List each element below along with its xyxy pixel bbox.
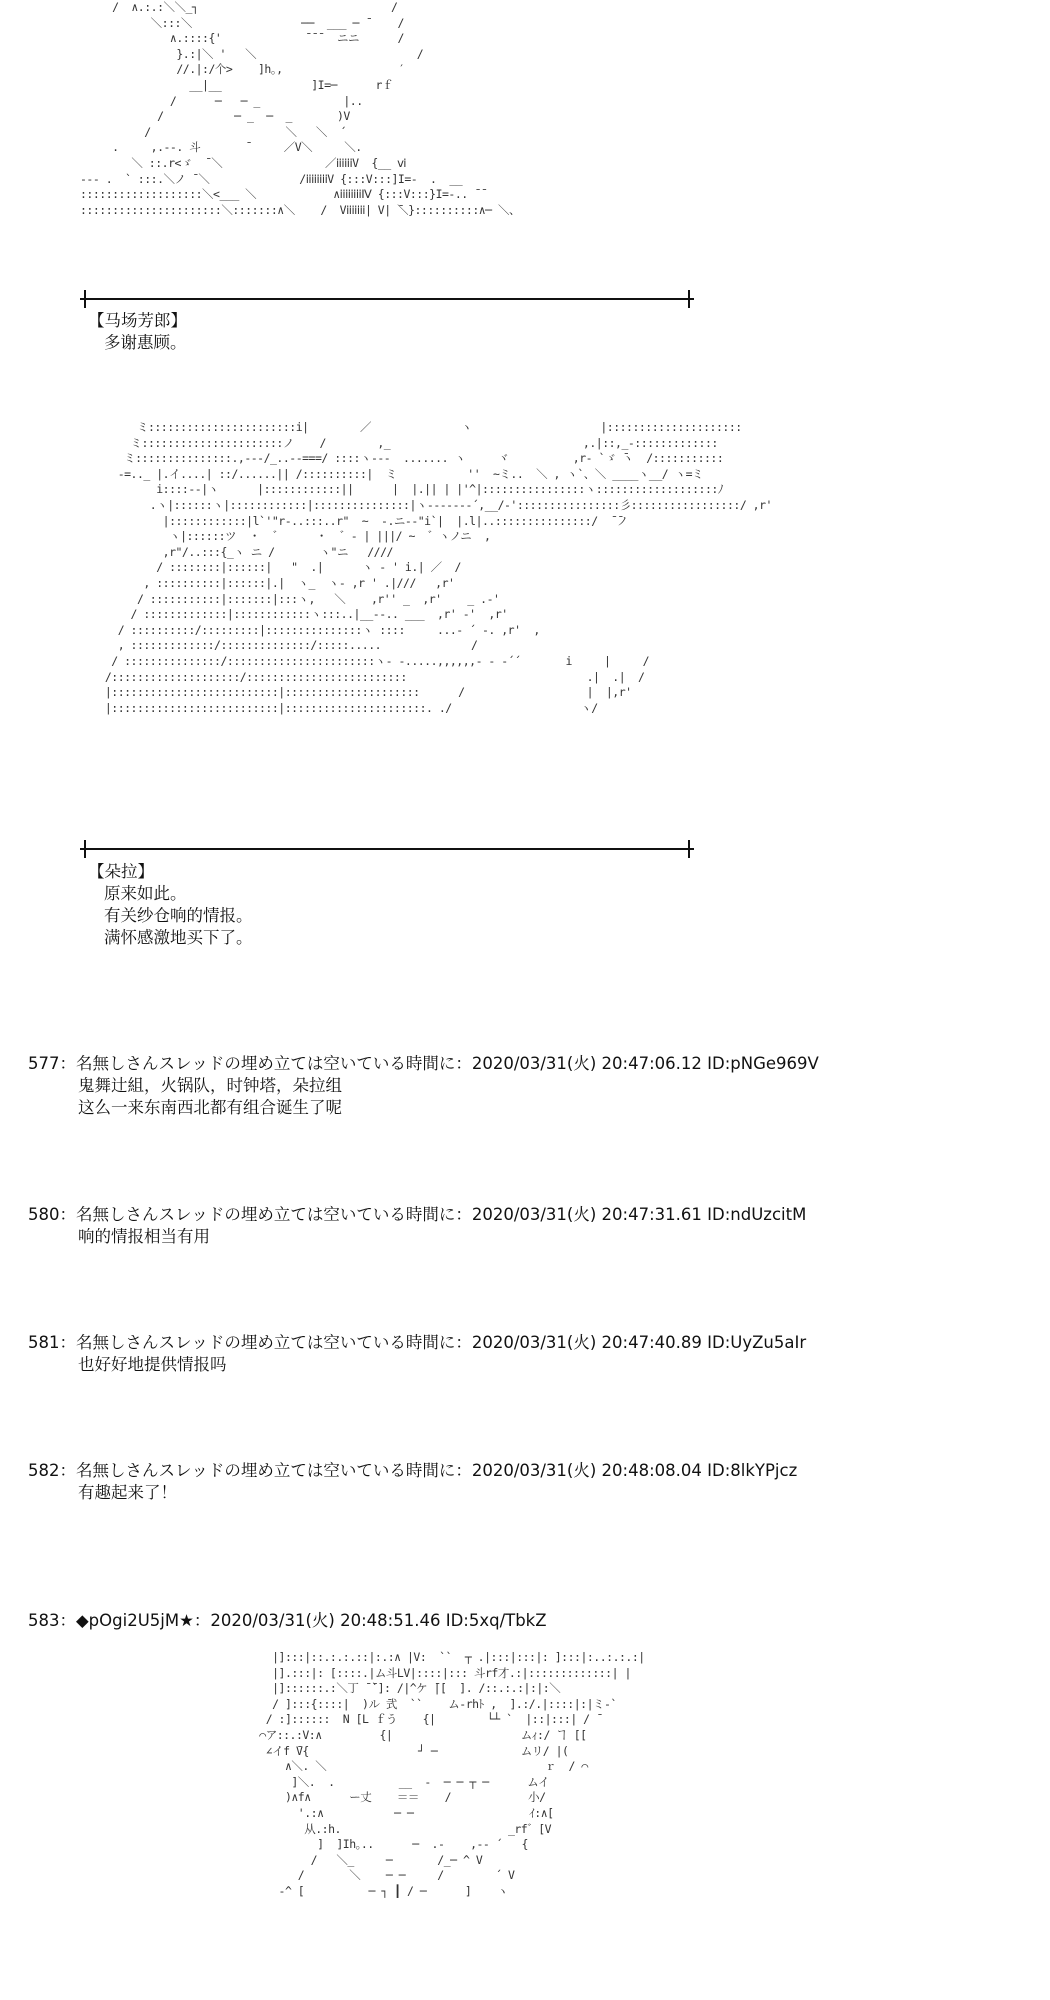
ascii-art-line: / ＼ ＼ ´ [80, 124, 347, 139]
ascii-art-line: ,r"/..:::{_ヽ ニ / ヽ"ニ //// [92, 544, 393, 559]
post-header: 577：名無しさんスレッドの埋め立ては空いている時間に：2020/03/31(火) 20:47:06.12 ID:pNGe969V [28, 1054, 819, 1073]
ascii-art-line: / ]:::{::::| )ル ̄式 `` ム-rhﾄ , ].:/.|::::|:|ミ-` [240, 1696, 617, 1711]
ascii-art-line: -^ [ ─ ┐ ┃ / ─ ] ヽ [240, 1883, 508, 1898]
speaker-name: 【马场芳郎】 [88, 311, 187, 330]
speech-block-1 [88, 310, 187, 354]
ascii-art-line: ∠イf ̄V{ ┘ ─ ムリ/ |( [240, 1743, 569, 1758]
ascii-art-line: )∧f∧ ー丈 ＝＝ / 小/ [240, 1790, 546, 1805]
post-580 [28, 1204, 806, 1248]
ascii-art-line: , ::::::::::|::::::|.| ヽ_ ヽ- ,r ' .|/// ,r' [92, 575, 455, 590]
divider-tick-right [688, 290, 690, 308]
post-577 [28, 1053, 819, 1119]
ascii-art-line: / ::::::::::/:::::::::|:::::::::::::::ヽ :::: ...‐ ´ ‐. ,r' , [92, 622, 540, 637]
post-line: 也好好地提供情报吗 [78, 1355, 227, 1374]
ascii-art-line: /::::::::::::::::::::/::::::::::::::::::::::::: .| .| / [92, 669, 645, 684]
ascii-art-line: . ,.-‐. 斗 ̄ ／V＼ ＼. [80, 140, 362, 155]
ascii-art-1 [80, 0, 520, 218]
post-line: 鬼舞辻組，火锅队，时钟塔，朵拉组 [78, 1076, 342, 1095]
ascii-art-line: }.:|＼ ' ＼ / [80, 46, 424, 61]
ascii-art-line: / :::::::::::|:::::::|:::ヽ, ＼ ,r'' _ ,r' _ .-' [92, 591, 500, 606]
ascii-art-line: / ─ ─ _ |.. [80, 93, 363, 108]
ascii-art-line: / :::::::::::::|::::::::::::ヽ:::..|__--.. ___ ,r' -' ,r' [92, 607, 508, 622]
speech-line: 满怀感激地买下了。 [104, 928, 253, 947]
divider-tick-left [84, 840, 86, 858]
post-header: 582：名無しさんスレッドの埋め立ては空いている時間に：2020/03/31(火) 20:48:08.04 ID:8lkYPjcz [28, 1461, 798, 1480]
ascii-art-line: i::::-‐|ヽ |::::::::::::|| | |.|| | |'^|::::::::::::::::ヽ:::::::::::::::::::ﾉ [92, 482, 724, 497]
ascii-art-line: :::::::::::::::::::＼<___ ＼ ∧ⅰⅰⅰⅰⅰⅰⅰⅰⅣ {:::V:::}I=-.. ̄ ̄ [80, 187, 481, 202]
ascii-art-line: ]＼. . __ - ─ ─ ┬ ─ ムイ [240, 1774, 549, 1789]
divider-tick-left [84, 290, 86, 308]
ascii-art-3 [240, 1650, 645, 1900]
post-body [28, 1482, 797, 1504]
ascii-art-line: |::::::::::::::::::::::::::|::::::::::::::::::::::. ./ ヽ/ [92, 700, 598, 715]
ascii-art-line: __|__ ]I=─ rｆ [80, 77, 393, 92]
ascii-art-line: ミ:::::::::::::::::::::::i| ／ ヽ |::::::::::::::::::::: [92, 420, 742, 434]
ascii-art-line: //.|:/个> ]h｡, ′ [80, 62, 405, 77]
post-583 [28, 1610, 547, 1632]
ascii-art-line: ∧.::::{' ̄ ̄ ̄ ニニ / [80, 31, 404, 46]
ascii-art-line: , :::::::::::::/::::::::::::::/:::::..... / [92, 638, 478, 653]
ascii-art-line: ∧＼. ＼ ｒ / ⌒ [240, 1759, 588, 1774]
ascii-art-2 [92, 420, 772, 716]
speech-line: 有关纱仓响的情报。 [104, 906, 253, 925]
post-line: 响的情报相当有用 [78, 1227, 210, 1246]
post-header: 581：名無しさんスレッドの埋め立ては空いている時間に：2020/03/31(火) 20:47:40.89 ID:UyZu5aIr [28, 1333, 807, 1352]
ascii-art-line: ミ::::::::::::::::::::::ノ / ,_ ,.|::,_-::::::::::::: [92, 435, 718, 450]
ascii-art-line: ＼:::＼ ── ___ ─ ̄ / [80, 15, 404, 30]
speech-block-2 [88, 861, 253, 949]
ascii-art-line: |].:::|: [::::.|ム斗LV|::::|::: 斗rf才.:|:::::::::::::| | [240, 1665, 631, 1680]
post-header: 583：◆pOgi2U5jM★：2020/03/31(火) 20:48:51.46 ID:5xq/TbkZ [28, 1611, 547, 1630]
ascii-art-line: / ::::::::|::::::| " .| ヽ - ' i.| ／ / [92, 560, 461, 575]
ascii-art-line: ＼ ::.r<ゞ ̄ ＼ ／ⅰⅰⅰⅰⅰⅰV {__ ⅵ [80, 155, 406, 170]
ascii-art-line: ] ]Ih｡.. ─ .- ,-‐ ´ { [240, 1837, 528, 1852]
ascii-art-line: ヽ|::::::ツ ・ ゛ ・ ゛- | |||/ ~ ゛ヽノニ , [92, 529, 491, 544]
ascii-art-line: ミ:::::::::::::::.,-‐-/_..--===/ ::::ヽ--- ....... ヽ ヾ ,r- `ゞ ̄ヽ /::::::::::: [92, 451, 724, 466]
ascii-art-line: .ヽ|::::::ヽ|::::::::::::|:::::::::::::::|ヽ---‐‐‐‐´,__/-'::::::::::::::::彡:::::::::::::::::/ ,r' [92, 497, 772, 512]
ascii-art-line: / :::::::::::::::/:::::::::::::::::::::::ヽ‐ ‐.....,,,,,,- ‐ ‐´´ i | / [92, 653, 650, 668]
ascii-art-line: -=.._ |.イ....| ::/......|| /::::::::::| ミ '' ~ミ.. ＼ , ヽ`、＼ ____ヽ__/ ヽ=ミ [92, 466, 704, 481]
post-body [28, 1075, 819, 1119]
ascii-art-line: / ─ _ ─ _ )V [80, 109, 350, 124]
ascii-art-line: |]::::::.:＼丁 ̄ ̄`]: /|^ケ ̄|[ ]. /::.:.:|:|:＼ [240, 1681, 561, 1696]
divider-tick-right [688, 840, 690, 858]
post-body [28, 1226, 806, 1248]
speech-line: 多谢惠顾。 [104, 333, 187, 352]
divider-line [80, 848, 694, 850]
post-581 [28, 1332, 806, 1376]
ascii-art-line: / :]:::::: N [L ｆう {| └┴ ` |::|:::| / ̄ [240, 1712, 597, 1727]
post-body [28, 1354, 806, 1376]
ascii-art-line: |]:::|::.:.:.::|:.:∧ |V: `` ┬ .|:::|:::|: ]:::|:..:.:.:| [240, 1650, 645, 1664]
post-line: 这么一来东南西北都有组合诞生了呢 [78, 1098, 342, 1117]
speaker-name: 【朵拉】 [88, 862, 154, 881]
post-header: 580：名無しさんスレッドの埋め立ては空いている時間に：2020/03/31(火) 20:47:31.61 ID:ndUzcitM [28, 1205, 807, 1224]
scene-divider-1 [80, 290, 694, 308]
ascii-art-line: ⌒ア::.:V:∧ {| ムｨ:/ ヿ [[ [240, 1727, 587, 1742]
post-line: 有趣起来了！ [78, 1483, 177, 1502]
divider-line [80, 298, 694, 300]
ascii-art-line: --‐ . ` :::.＼ノ ̄ ＼ /ⅰⅰⅰⅰⅰⅰⅰⅰV {:::V:::]I=- . __ [80, 171, 463, 186]
ascii-art-line: 从.:h. _rf゛[V [240, 1821, 552, 1836]
ascii-art-line: '.:∧ ─ ─ ｲ:∧[ [240, 1805, 554, 1820]
scene-divider-2 [80, 840, 694, 858]
ascii-art-line: |::::::::::::::::::::::::::|::::::::::::::::::::: / | |,r' [92, 685, 632, 700]
ascii-art-line: |::::::::::::|l`'"r-..:::..r" ~ -.ニ-‐"i`| |.l|..:::::::::::::::/ ̄ ̄ノ [92, 513, 628, 528]
ascii-art-line: / ＼_ ─ /_─ ^ V [240, 1852, 483, 1867]
ascii-art-line: ::::::::::::::::::::::＼:::::::∧＼ / Vⅰⅰⅰⅰⅰⅰⅰ| V| ̄＼}::::::::::∧─ ＼、 [80, 202, 521, 217]
ascii-art-line: / ＼ ─ ─ / ´ V [240, 1868, 515, 1883]
ascii-art-line: / ∧.:.:＼＼_┐ / [80, 0, 398, 14]
post-582 [28, 1460, 797, 1504]
speech-line: 原来如此。 [104, 884, 187, 903]
